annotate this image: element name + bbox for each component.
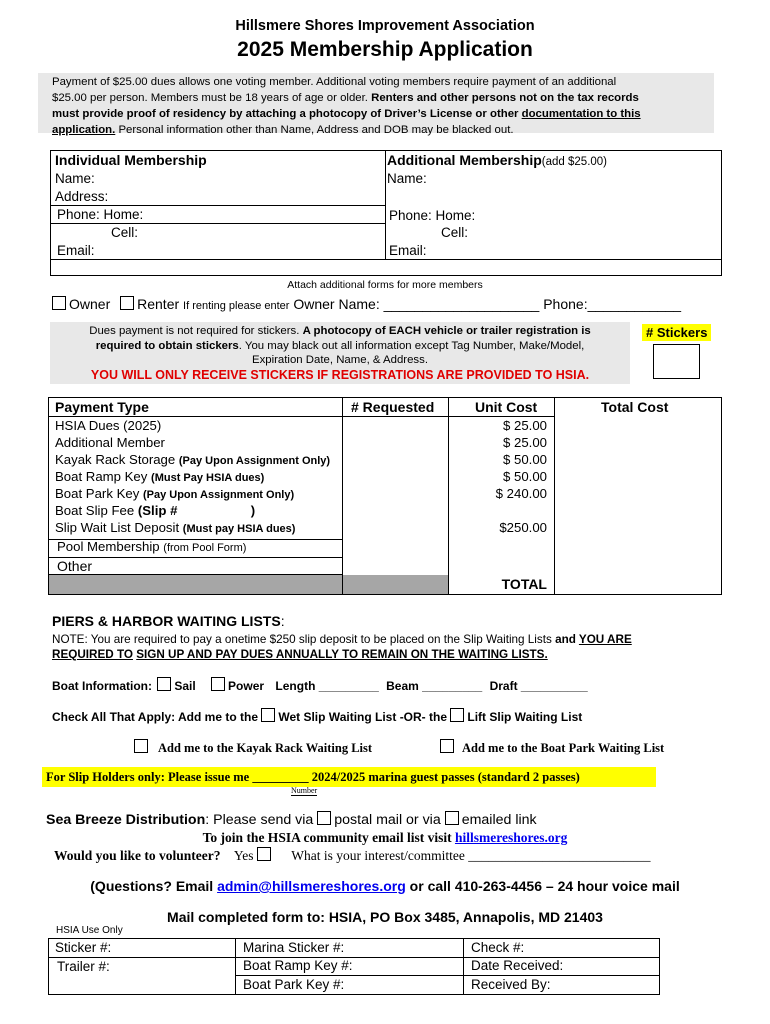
- draft-field[interactable]: Draft __________: [489, 679, 588, 693]
- unit-cost-cell: $250.00: [499, 520, 547, 535]
- join-line: To join the HSIA community email list visit hillsmereshores.org: [202, 830, 568, 845]
- intro-line3a: must provide proof of residency by attaching a photocopy of Driver’s License or other: [52, 108, 522, 120]
- power-checkbox[interactable]: [211, 677, 225, 691]
- beam-field[interactable]: Beam _________: [386, 679, 483, 693]
- intro-notice: [38, 73, 714, 136]
- org-name: Hillsmere Shores Improvement Association: [235, 18, 535, 34]
- stickers-line1a: Dues payment is not required for stickers.: [89, 325, 303, 337]
- number-label: Number: [291, 786, 318, 795]
- header-total-cost: Total Cost: [601, 399, 669, 415]
- piers-title: PIERS & HARBOR WAITING LISTS:: [52, 613, 285, 629]
- intro-line1: Payment of $25.00 dues allows one voting member. Additional voting members require payment of an additional: [52, 76, 617, 88]
- stickers-notice: [50, 322, 630, 384]
- owner-label: Owner: [69, 296, 111, 312]
- individual-address-field[interactable]: Address:: [55, 189, 109, 204]
- slip-holders-line: For Slip Holders only: Please issue me _________ 2024/2025 marina guest passes (standard 2 passes): [42, 767, 656, 787]
- header-requested: # Requested: [351, 399, 435, 415]
- postal-checkbox[interactable]: [317, 811, 331, 825]
- boat-info-line: Boat Information: Sail Power Length _________ Beam _________ Draft __________: [52, 679, 588, 693]
- additional-phone-home-field[interactable]: Phone: Home:: [389, 208, 476, 223]
- volunteer-yes-checkbox[interactable]: [257, 847, 271, 861]
- check-number-field[interactable]: Check #:: [471, 940, 525, 955]
- renter-label: Renter: [137, 296, 180, 312]
- received-by-field[interactable]: Received By:: [471, 977, 551, 992]
- hsia-use-table: [48, 938, 660, 995]
- boatpark-line: Add me to the Boat Park Waiting List: [440, 739, 664, 756]
- kayak-checkbox[interactable]: [134, 739, 148, 753]
- boatpark-checkbox[interactable]: [440, 739, 454, 753]
- table-row: Additional Member: [55, 435, 165, 450]
- boat-park-key-field[interactable]: Boat Park Key #:: [243, 977, 345, 992]
- hsia-use-label: HSIA Use Only: [56, 925, 123, 936]
- table-row: Slip Wait List Deposit (Must pay HSIA dues): [55, 520, 296, 535]
- stickers-line2a: required to obtain stickers: [95, 339, 239, 352]
- intro-line3b: documentation to this: [521, 108, 641, 120]
- check-all-line: Check All That Apply: Add me to the Wet Slip Waiting List -OR- the Lift Slip Waiting List: [52, 710, 583, 724]
- renting-note: If renting please enter: [183, 300, 290, 312]
- wet-slip-checkbox[interactable]: [261, 708, 275, 722]
- sail-checkbox[interactable]: [157, 677, 171, 691]
- questions-line: (Questions? Email admin@hillsmereshores.org or call 410-263-4456 – 24 hour voice mail: [90, 878, 680, 894]
- stickers-line2b: . You may black out all information except Tag Number, Make/Model,: [238, 339, 585, 352]
- table-row: Boat Slip Fee (Slip # ): [55, 503, 256, 518]
- sea-breeze-line: Sea Breeze Distribution: Please send via postal mail or via emailed link: [46, 812, 537, 828]
- table-row: HSIA Dues (2025): [55, 418, 162, 433]
- owner-phone-field[interactable]: Phone:____________: [543, 296, 682, 312]
- table-row: Kayak Rack Storage (Pay Upon Assignment Only): [55, 452, 331, 467]
- payment-table: [48, 397, 722, 595]
- trailer-number-field[interactable]: Trailer #:: [57, 959, 110, 974]
- intro-line4b: Personal information other than Name, Address and DOB may be blacked out.: [115, 124, 514, 136]
- total-label: TOTAL: [501, 576, 547, 592]
- stickers-count-field[interactable]: [653, 344, 700, 379]
- additional-membership-title: Additional Membership: [387, 152, 542, 168]
- mail-address: Mail completed form to: HSIA, PO Box 3485, Annapolis, MD 21403: [167, 909, 603, 925]
- individual-email-field[interactable]: Email:: [57, 243, 95, 258]
- kayak-line: Add me to the Kayak Rack Waiting List: [134, 739, 372, 756]
- interest-field[interactable]: What is your interest/committee ___________________________: [291, 848, 651, 863]
- stickers-line1b: A photocopy of EACH vehicle or trailer registration is: [302, 325, 591, 337]
- attach-note: Attach additional forms for more members: [287, 279, 483, 291]
- emailed-checkbox[interactable]: [445, 811, 459, 825]
- unit-cost-cell: $ 50.00: [503, 452, 547, 467]
- table-row: Boat Ramp Key (Must Pay HSIA dues): [55, 469, 265, 484]
- owner-name-field[interactable]: Owner Name: ____________________: [293, 296, 540, 312]
- renter-checkbox[interactable]: [120, 296, 134, 310]
- additional-membership-note: (add $25.00): [541, 156, 608, 168]
- lift-slip-checkbox[interactable]: [450, 708, 464, 722]
- header-unit-cost: Unit Cost: [475, 399, 538, 415]
- unit-cost-cell: $ 240.00: [495, 486, 547, 501]
- individual-phone-home-field[interactable]: Phone: Home:: [57, 207, 144, 222]
- boat-ramp-key-field[interactable]: Boat Ramp Key #:: [243, 958, 353, 973]
- stickers-line3: Expiration Date, Name, & Address.: [251, 354, 428, 366]
- length-field[interactable]: Length _________: [275, 679, 379, 693]
- additional-email-field[interactable]: Email:: [389, 243, 427, 258]
- stickers-label: # Stickers: [642, 324, 711, 341]
- intro-line4a: application.: [52, 124, 116, 136]
- website-link[interactable]: hillsmereshores.org: [454, 830, 568, 845]
- unit-cost-cell: $ 25.00: [503, 418, 547, 433]
- email-link[interactable]: admin@hillsmereshores.org: [217, 878, 406, 894]
- owner-renter-line: [52, 296, 681, 312]
- unit-cost-cell: $ 25.00: [503, 435, 547, 450]
- owner-checkbox[interactable]: [52, 296, 66, 310]
- marina-sticker-field[interactable]: Marina Sticker #:: [243, 940, 345, 955]
- header-payment-type: Payment Type: [55, 399, 149, 415]
- intro-line2b: Renters and other persons not on the tax records: [371, 92, 639, 104]
- page-title: 2025 Membership Application: [237, 38, 533, 61]
- date-received-field[interactable]: Date Received:: [471, 958, 564, 973]
- table-row: Pool Membership (from Pool Form): [57, 539, 247, 554]
- stickers-warning: YOU WILL ONLY RECEIVE STICKERS IF REGISTRATIONS ARE PROVIDED TO HSIA.: [90, 367, 590, 382]
- membership-table: [50, 150, 722, 276]
- unit-cost-cell: $ 50.00: [503, 469, 547, 484]
- additional-cell-field[interactable]: Cell:: [441, 225, 469, 240]
- individual-cell-field[interactable]: Cell:: [111, 225, 139, 240]
- piers-note: NOTE: You are required to pay a onetime $250 slip deposit to be placed on the Slip Waiting Lists and YOU ARE REQUIRED TO SIGN UP AND PAY DUES ANNUALLY TO REMAIN ON THE WAITING LISTS.: [52, 633, 632, 661]
- sticker-number-field[interactable]: Sticker #:: [55, 940, 112, 955]
- individual-name-field[interactable]: Name:: [55, 171, 95, 186]
- volunteer-line: Would you like to volunteer? Yes What is your interest/committee ___________________________: [54, 848, 651, 863]
- additional-name-field[interactable]: Name:: [387, 171, 427, 186]
- table-row: Boat Park Key (Pay Upon Assignment Only): [55, 486, 295, 501]
- intro-line2a: $25.00 per person. Members must be 18 years of age or older.: [52, 92, 372, 104]
- individual-membership-title: Individual Membership: [55, 152, 207, 168]
- table-row: Other: [57, 558, 93, 574]
